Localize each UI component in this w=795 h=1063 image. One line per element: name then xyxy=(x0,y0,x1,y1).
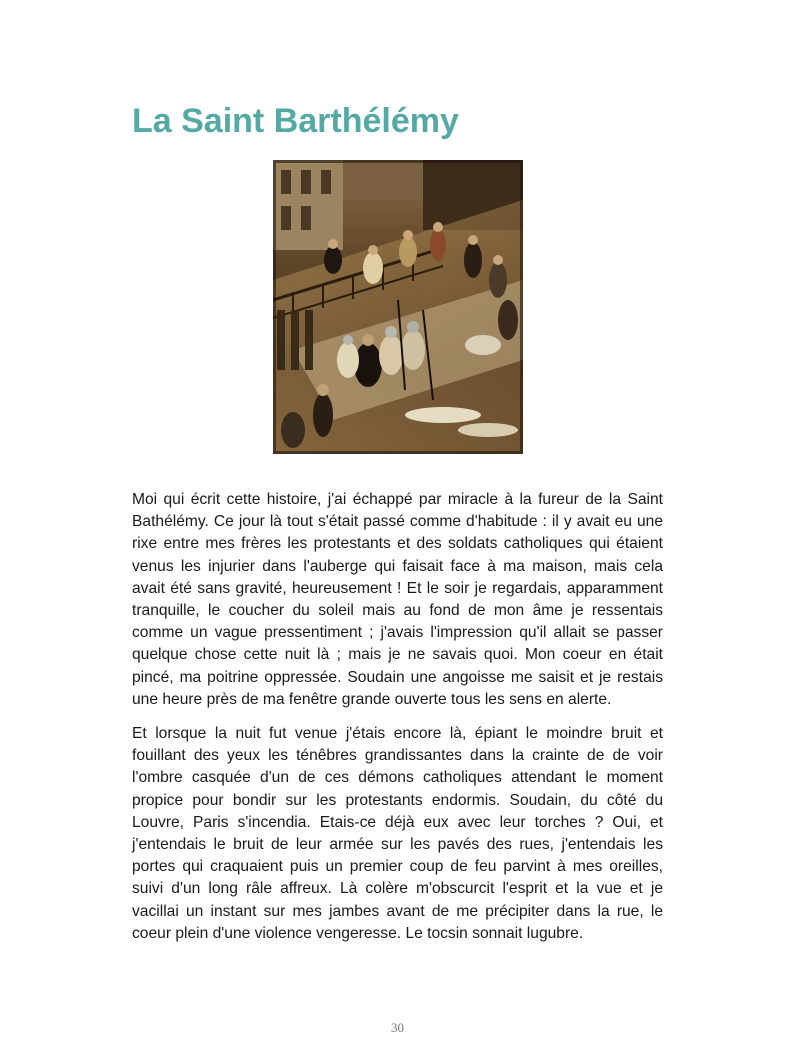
page-title: La Saint Barthélémy xyxy=(132,102,459,140)
paragraph: Moi qui écrit cette histoire, j'ai échappé par miracle à la fureur de la Saint Bathélémy. Ce jour là tout s'était passé comme d'habitude : il y avait eu une rixe entre mes frères les protestants et des soldats catholiques qui étaient venus les injurier dans l'auberge qui faisait face à ma maison, mais cela avait été sans gravité, heureusement ! Et le soir je regardais, apparamment tranquille, le coucher du soleil mais au fond de mon âme je ressentais comme un vague pressentiment ; j'avais l'impression qu'il allait se passer quelque chose cette nuit là ; mais je ne savais quoi. Mon coeur en était pincé, ma poitrine oppressée. Soudain une angoisse me saisit et je restais une heure près de ma fenêtre grande ouverte tous les sens en alerte. xyxy=(132,491,663,708)
paragraph: Et lorsque la nuit fut venue j'étais encore là, épiant le moindre bruit et fouillant des yeux les ténêbres grandissantes dans la crainte de de voir l'ombre casquée d'un de ces démons catholiques attendant le moment propice pour bondir sur les protestants endormis. Soudain, du côté du Louvre, Paris s'incendia. Etais-ce déjà eux avec leur torches ? Oui, et j'entendais le bruit de leur armée sur les pavés des rues, j'entendais les portes qui craquaient puis un premier coup de feu parvint à mes oreilles, suivi d'un long râle affreux. Là colère m'obscurcit l'esprit et la vue et je vacillai un instant sur mes jambes avant de me précipiter dans la rue, le coeur plein d'une violence vengeresse. Le tocsin sonnait lugubre. xyxy=(132,725,663,942)
page-number: 30 xyxy=(391,1020,404,1035)
massacre-painting-illustration xyxy=(273,160,523,454)
body-text xyxy=(132,489,663,957)
